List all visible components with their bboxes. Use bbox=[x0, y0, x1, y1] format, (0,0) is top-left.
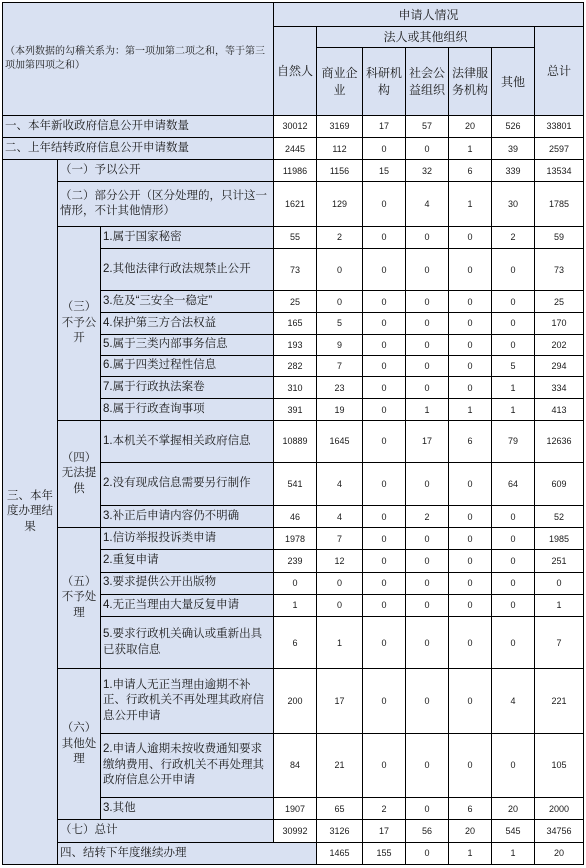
row-label: 3.危及“三安全一稳定” bbox=[101, 291, 274, 313]
cell-total: 59 bbox=[535, 226, 584, 248]
row-label: 1.属于国家秘密 bbox=[101, 226, 274, 248]
cell-other: 0 bbox=[492, 572, 535, 594]
cell-total: 609 bbox=[535, 462, 584, 505]
table-row bbox=[3, 160, 584, 182]
cell-legal-service: 0 bbox=[449, 355, 492, 376]
cell-legal-service: 0 bbox=[449, 550, 492, 572]
cell-research: 0 bbox=[363, 334, 406, 355]
table-row bbox=[3, 226, 584, 248]
cell-natural-person: 1 bbox=[274, 594, 317, 616]
cell-public-welfare: 0 bbox=[406, 313, 449, 334]
cell-commercial: 4 bbox=[317, 506, 363, 528]
row-label: 3.其他 bbox=[101, 798, 274, 820]
cell-commercial: 0 bbox=[317, 248, 363, 290]
cell-research: 0 bbox=[363, 462, 406, 505]
cell-legal-service: 0 bbox=[449, 528, 492, 550]
cell-natural-person: 84 bbox=[274, 733, 317, 798]
cell-public-welfare: 1 bbox=[449, 842, 492, 864]
cell-commercial: 12 bbox=[317, 550, 363, 572]
row-label: 8.属于行政查询事项 bbox=[101, 399, 274, 421]
cell-public-welfare: 32 bbox=[406, 160, 449, 182]
cell-total: 334 bbox=[535, 376, 584, 398]
cell-public-welfare: 0 bbox=[406, 733, 449, 798]
cell-other: 0 bbox=[492, 594, 535, 616]
cell-research: 0 bbox=[363, 226, 406, 248]
table-row bbox=[3, 138, 584, 160]
cell-commercial: 4 bbox=[317, 462, 363, 505]
cell-research: 0 bbox=[363, 138, 406, 160]
cell-research: 0 bbox=[363, 733, 406, 798]
row-label: 1.申请人无正当理由逾期不补正、行政机关不再处理其政府信息公开申请 bbox=[101, 669, 274, 734]
row-label: 2.没有现成信息需要另行制作 bbox=[101, 462, 274, 505]
cell-research: 0 bbox=[363, 669, 406, 734]
row-label: 7.属于行政执法案卷 bbox=[101, 376, 274, 398]
table-row bbox=[3, 421, 584, 462]
cell-research: 0 bbox=[363, 182, 406, 226]
cell-natural-person: 1465 bbox=[317, 842, 363, 864]
cell-legal-service: 6 bbox=[449, 160, 492, 182]
cell-legal-service: 0 bbox=[449, 506, 492, 528]
cell-natural-person: 541 bbox=[274, 462, 317, 505]
cell-other: 0 bbox=[492, 528, 535, 550]
cell-natural-person: 193 bbox=[274, 334, 317, 355]
cell-other: 0 bbox=[492, 248, 535, 290]
cell-natural-person: 2445 bbox=[274, 138, 317, 160]
row-label: 5.属于三类内部事务信息 bbox=[101, 334, 274, 355]
cell-other: 0 bbox=[492, 733, 535, 798]
other-header: 其他 bbox=[492, 48, 535, 116]
cell-public-welfare: 0 bbox=[406, 550, 449, 572]
cell-legal-service: 0 bbox=[449, 226, 492, 248]
row-label: （二）部分公开（区分处理的，只计这一情形，不计其他情形） bbox=[58, 182, 274, 226]
legal-service-header: 法律服务机构 bbox=[449, 48, 492, 116]
cell-total: 7 bbox=[535, 616, 584, 668]
cell-research: 0 bbox=[363, 313, 406, 334]
cell-other: 20 bbox=[492, 798, 535, 820]
table-row bbox=[3, 182, 584, 226]
table-row bbox=[3, 842, 584, 864]
cell-public-welfare: 56 bbox=[406, 820, 449, 842]
cell-legal-service: 1 bbox=[492, 842, 535, 864]
cell-public-welfare: 0 bbox=[406, 248, 449, 290]
cell-legal-service: 0 bbox=[449, 616, 492, 668]
other-processing-group-label: （六）其他处理 bbox=[58, 669, 101, 820]
cell-total: 251 bbox=[535, 550, 584, 572]
row-label: 3.要求提供公开出版物 bbox=[101, 572, 274, 594]
cell-research: 0 bbox=[363, 550, 406, 572]
table-row bbox=[3, 669, 584, 734]
cell-legal-service: 1 bbox=[449, 182, 492, 226]
cell-other: 0 bbox=[492, 550, 535, 572]
natural-person-header: 自然人 bbox=[274, 27, 317, 116]
cell-commercial: 1645 bbox=[317, 421, 363, 462]
cell-commercial: 7 bbox=[317, 355, 363, 376]
cell-total: 1985 bbox=[535, 528, 584, 550]
public-welfare-header: 社会公益组织 bbox=[406, 48, 449, 116]
cell-other: 545 bbox=[492, 820, 535, 842]
cell-natural-person: 165 bbox=[274, 313, 317, 334]
cell-commercial: 1 bbox=[317, 616, 363, 668]
cell-natural-person: 200 bbox=[274, 669, 317, 734]
commercial-header: 商业企业 bbox=[317, 48, 363, 116]
cell-public-welfare: 1 bbox=[406, 399, 449, 421]
cell-public-welfare: 0 bbox=[406, 616, 449, 668]
cell-total: 105 bbox=[535, 733, 584, 798]
cell-other: 1 bbox=[492, 399, 535, 421]
table-row bbox=[3, 115, 584, 137]
cell-legal-service: 6 bbox=[449, 798, 492, 820]
cell-legal-service: 0 bbox=[449, 572, 492, 594]
cell-total: 73 bbox=[535, 248, 584, 290]
cell-other: 30 bbox=[492, 182, 535, 226]
cell-research: 0 bbox=[363, 528, 406, 550]
cell-total: 34756 bbox=[535, 820, 584, 842]
cell-legal-service: 0 bbox=[449, 733, 492, 798]
cell-total: 12636 bbox=[535, 421, 584, 462]
cell-total: 25 bbox=[535, 291, 584, 313]
cell-legal-service: 0 bbox=[449, 462, 492, 505]
cell-other: 64 bbox=[492, 462, 535, 505]
cell-natural-person: 25 bbox=[274, 291, 317, 313]
not-open-group-label: （三）不予公开 bbox=[58, 226, 101, 421]
cell-other: 4 bbox=[492, 669, 535, 734]
cell-research: 0 bbox=[406, 842, 449, 864]
table-row bbox=[3, 528, 584, 550]
cell-other: 20 bbox=[535, 842, 584, 864]
cell-total: 13534 bbox=[535, 160, 584, 182]
cell-other: 0 bbox=[492, 291, 535, 313]
cell-total: 1785 bbox=[535, 182, 584, 226]
result-group-label: 三、本年度办理结果 bbox=[3, 160, 58, 865]
row-label: 2.申请人逾期未按收费通知要求缴纳费用、行政机关不再处理其政府信息公开申请 bbox=[101, 733, 274, 798]
cell-legal-service: 20 bbox=[449, 820, 492, 842]
row-label: 1.本机关不掌握相关政府信息 bbox=[101, 421, 274, 462]
cell-research: 2 bbox=[363, 798, 406, 820]
cell-natural-person: 55 bbox=[274, 226, 317, 248]
cell-total: 294 bbox=[535, 355, 584, 376]
cell-total: 2000 bbox=[535, 798, 584, 820]
cell-commercial: 5 bbox=[317, 313, 363, 334]
cell-legal-service: 0 bbox=[449, 669, 492, 734]
cell-legal-service: 1 bbox=[449, 399, 492, 421]
cell-commercial: 155 bbox=[363, 842, 406, 864]
cell-other: 1 bbox=[492, 376, 535, 398]
cell-commercial: 0 bbox=[317, 572, 363, 594]
cell-total: 202 bbox=[535, 334, 584, 355]
cell-total: 413 bbox=[535, 399, 584, 421]
cell-commercial: 23 bbox=[317, 376, 363, 398]
row-label: 6.属于四类过程性信息 bbox=[101, 355, 274, 376]
cell-other: 79 bbox=[492, 421, 535, 462]
cell-public-welfare: 17 bbox=[406, 421, 449, 462]
cell-research: 0 bbox=[363, 506, 406, 528]
cell-other: 2 bbox=[492, 226, 535, 248]
cell-natural-person: 10889 bbox=[274, 421, 317, 462]
cell-natural-person: 391 bbox=[274, 399, 317, 421]
cell-natural-person: 310 bbox=[274, 376, 317, 398]
cell-research: 0 bbox=[363, 594, 406, 616]
row-label: 5.要求行政机关确认或重新出具已获取信息 bbox=[101, 616, 274, 668]
cell-public-welfare: 0 bbox=[406, 572, 449, 594]
cell-natural-person: 6 bbox=[274, 616, 317, 668]
cell-commercial: 0 bbox=[317, 594, 363, 616]
cell-research: 0 bbox=[363, 421, 406, 462]
cell-total: 221 bbox=[535, 669, 584, 734]
cell-other: 0 bbox=[492, 616, 535, 668]
cell-other: 0 bbox=[492, 506, 535, 528]
row-label: 1.信访举报投诉类申请 bbox=[101, 528, 274, 550]
cell-legal-service: 0 bbox=[449, 594, 492, 616]
row-label: 2.重复申请 bbox=[101, 550, 274, 572]
cell-research: 0 bbox=[363, 376, 406, 398]
row-label: 一、本年新收政府信息公开申请数量 bbox=[3, 115, 274, 137]
table-row bbox=[3, 820, 584, 842]
cell-other: 0 bbox=[492, 313, 535, 334]
cell-public-welfare: 2 bbox=[406, 506, 449, 528]
cell-other: 39 bbox=[492, 138, 535, 160]
cell-legal-service: 0 bbox=[449, 248, 492, 290]
row-label: 四、结转下年度继续办理 bbox=[58, 842, 317, 864]
cell-commercial: 65 bbox=[317, 798, 363, 820]
cell-legal-service: 6 bbox=[449, 421, 492, 462]
cell-natural-person: 1907 bbox=[274, 798, 317, 820]
cell-public-welfare: 0 bbox=[406, 291, 449, 313]
cell-natural-person: 30012 bbox=[274, 115, 317, 137]
cell-natural-person: 239 bbox=[274, 550, 317, 572]
cell-commercial: 3169 bbox=[317, 115, 363, 137]
cell-commercial: 2 bbox=[317, 226, 363, 248]
cell-commercial: 112 bbox=[317, 138, 363, 160]
cell-public-welfare: 0 bbox=[406, 798, 449, 820]
cell-commercial: 1156 bbox=[317, 160, 363, 182]
research-header: 科研机构 bbox=[363, 48, 406, 116]
cell-public-welfare: 0 bbox=[406, 334, 449, 355]
cell-commercial: 9 bbox=[317, 334, 363, 355]
cell-research: 17 bbox=[363, 115, 406, 137]
corner-note: （本列数据的勾稽关系为：第一项加第二项之和，等于第三项加第四项之和） bbox=[3, 3, 274, 116]
cell-natural-person: 46 bbox=[274, 506, 317, 528]
total-header: 总计 bbox=[535, 27, 584, 116]
cell-total: 1 bbox=[535, 594, 584, 616]
cell-natural-person: 30992 bbox=[274, 820, 317, 842]
cell-research: 17 bbox=[363, 820, 406, 842]
cell-public-welfare: 0 bbox=[406, 462, 449, 505]
cell-public-welfare: 0 bbox=[406, 594, 449, 616]
row-label: 二、上年结转政府信息公开申请数量 bbox=[3, 138, 274, 160]
cell-total: 33801 bbox=[535, 115, 584, 137]
cell-public-welfare: 0 bbox=[406, 376, 449, 398]
cannot-provide-group-label: （四）无法提供 bbox=[58, 421, 101, 528]
header-row bbox=[3, 3, 584, 27]
row-label: 4.保护第三方合法权益 bbox=[101, 313, 274, 334]
cell-natural-person: 1621 bbox=[274, 182, 317, 226]
cell-commercial: 7 bbox=[317, 528, 363, 550]
cell-public-welfare: 0 bbox=[406, 226, 449, 248]
cell-total: 52 bbox=[535, 506, 584, 528]
cell-total: 0 bbox=[535, 572, 584, 594]
cell-public-welfare: 0 bbox=[406, 138, 449, 160]
legal-other-orgs-header: 法人或其他组织 bbox=[317, 27, 535, 48]
cell-legal-service: 0 bbox=[449, 334, 492, 355]
cell-commercial: 0 bbox=[317, 291, 363, 313]
cell-other: 0 bbox=[492, 334, 535, 355]
row-label: 4.无正当理由大量反复申请 bbox=[101, 594, 274, 616]
cell-commercial: 19 bbox=[317, 399, 363, 421]
cell-legal-service: 0 bbox=[449, 291, 492, 313]
cell-research: 15 bbox=[363, 160, 406, 182]
cell-research: 0 bbox=[363, 399, 406, 421]
cell-other: 339 bbox=[492, 160, 535, 182]
cell-commercial: 129 bbox=[317, 182, 363, 226]
cell-research: 0 bbox=[363, 248, 406, 290]
cell-legal-service: 0 bbox=[449, 313, 492, 334]
statistics-table bbox=[2, 2, 584, 865]
cell-other: 526 bbox=[492, 115, 535, 137]
cell-natural-person: 11986 bbox=[274, 160, 317, 182]
cell-research: 0 bbox=[363, 616, 406, 668]
cell-natural-person: 0 bbox=[274, 572, 317, 594]
cell-natural-person: 282 bbox=[274, 355, 317, 376]
not-processed-group-label: （五）不予处理 bbox=[58, 528, 101, 669]
row-label: 3.补正后申请内容仍不明确 bbox=[101, 506, 274, 528]
cell-legal-service: 0 bbox=[449, 376, 492, 398]
cell-research: 0 bbox=[363, 572, 406, 594]
cell-research: 0 bbox=[363, 291, 406, 313]
cell-other: 5 bbox=[492, 355, 535, 376]
cell-public-welfare: 4 bbox=[406, 182, 449, 226]
cell-public-welfare: 57 bbox=[406, 115, 449, 137]
cell-legal-service: 20 bbox=[449, 115, 492, 137]
cell-public-welfare: 0 bbox=[406, 355, 449, 376]
cell-legal-service: 1 bbox=[449, 138, 492, 160]
cell-natural-person: 1978 bbox=[274, 528, 317, 550]
row-label: 2.其他法律行政法规禁止公开 bbox=[101, 248, 274, 290]
cell-natural-person: 73 bbox=[274, 248, 317, 290]
cell-public-welfare: 0 bbox=[406, 669, 449, 734]
applicant-situation-header: 申请人情况 bbox=[274, 3, 584, 27]
cell-commercial: 17 bbox=[317, 669, 363, 734]
row-label: （一）予以公开 bbox=[58, 160, 274, 182]
row-label: （七）总计 bbox=[58, 820, 274, 842]
cell-research: 0 bbox=[363, 355, 406, 376]
cell-total: 170 bbox=[535, 313, 584, 334]
cell-commercial: 21 bbox=[317, 733, 363, 798]
cell-public-welfare: 0 bbox=[406, 528, 449, 550]
cell-commercial: 3126 bbox=[317, 820, 363, 842]
cell-total: 2597 bbox=[535, 138, 584, 160]
